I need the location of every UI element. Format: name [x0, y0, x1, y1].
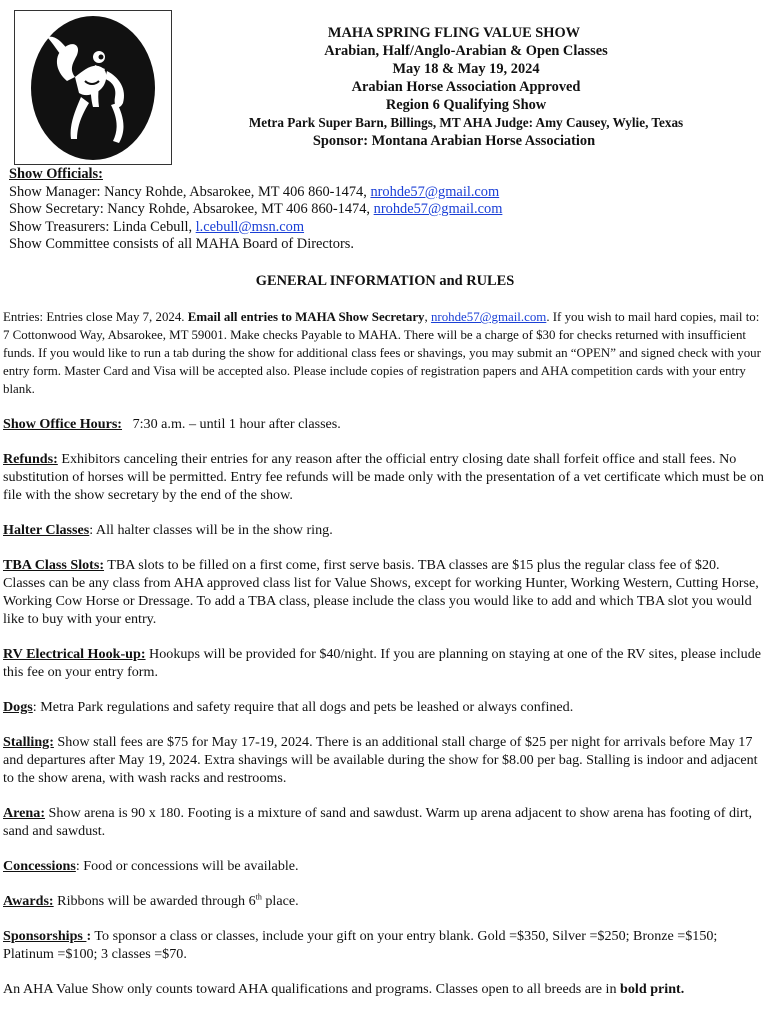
- show-approval: Arabian Horse Association Approved: [351, 79, 581, 95]
- final-text: An AHA Value Show only counts toward AHA qualifications and programs. Classes open to all breeds are in: [3, 981, 621, 997]
- sponsorships-paragraph: [3, 927, 765, 963]
- general-info-heading: GENERAL INFORMATION and RULES: [255, 273, 515, 289]
- show-sponsor: Sponsor: Montana Arabian Horse Association: [312, 133, 596, 149]
- entries-comma: ,: [424, 310, 431, 324]
- sponsorships-colon: :: [86, 928, 92, 944]
- show-logo: [14, 10, 172, 165]
- entries-bold: Email all entries to MAHA Show Secretary: [187, 310, 425, 324]
- stalling-paragraph: [3, 733, 765, 787]
- sponsorships-heading: Sponsorships: [3, 928, 87, 944]
- concessions-text: : Food or concessions will be available.: [75, 858, 299, 874]
- show-dates: May 18 & May 19, 2024: [392, 61, 540, 77]
- show-committee-line: Show Committee consists of all MAHA Board of Directors.: [9, 236, 354, 252]
- arena-text: Show arena is 90 x 180. Footing is a mixture of sand and sawdust. Warm up arena adjacent to show arena has footing of dirt, sand and sawdust.: [3, 805, 753, 839]
- refunds-text: Exhibitors canceling their entries for any reason after the official entry closing date shall forfeit office and stall fees. No substitution of horses will be permitted. Entry fee refunds will be made only with the presentation of a vet certificate which must be on file with the show secretary by the end of the show.: [3, 451, 764, 503]
- horse-rider-logo-icon: [15, 11, 171, 164]
- show-location-judge: Metra Park Super Barn, Billings, MT AHA Judge: Amy Causey, Wylie, Texas: [248, 115, 684, 130]
- refunds-paragraph: [3, 450, 765, 504]
- show-manager-line: [9, 184, 502, 202]
- final-paragraph: [3, 980, 765, 998]
- rv-heading: RV Electrical Hook-up:: [3, 646, 146, 662]
- office-hours-paragraph: [3, 415, 765, 433]
- show-classes: Arabian, Half/Anglo-Arabian & Open Classes: [324, 43, 608, 59]
- halter-paragraph: [3, 521, 765, 539]
- show-secretary-text: Show Secretary: Nancy Rohde, Absarokee, MT 406 860-1474,: [9, 201, 374, 217]
- entries-lead: Entries: Entries close May 7, 2024.: [3, 310, 188, 324]
- halter-heading: Halter Classes: [3, 522, 90, 538]
- concessions-paragraph: [3, 857, 765, 875]
- rv-text: Hookups will be provided for $40/night. If you are planning on staying at one of the RV sites, please include this fee on your entry form.: [3, 646, 762, 680]
- show-qualifying: Region 6 Qualifying Show: [385, 97, 547, 113]
- show-title: MAHA SPRING FLING VALUE SHOW: [327, 25, 581, 41]
- office-hours-text: 7:30 a.m. – until 1 hour after classes.: [122, 416, 341, 432]
- awards-heading: Awards:: [3, 893, 54, 909]
- refunds-heading: Refunds:: [3, 451, 58, 467]
- dogs-heading: Dogs: [3, 699, 33, 715]
- office-hours-heading: Show Office Hours:: [3, 416, 123, 432]
- officials-heading: Show Officials:: [9, 166, 103, 182]
- arena-heading: Arena:: [3, 805, 46, 821]
- show-treasurer-text: Show Treasurers: Linda Cebull,: [9, 218, 196, 235]
- dogs-text: : Metra Park regulations and safety require that all dogs and pets be leashed or always confined.: [32, 699, 574, 715]
- concessions-heading: Concessions: [3, 858, 76, 874]
- final-bold: bold print: [620, 981, 681, 997]
- entries-rest: . If you wish to mail hard copies, mail to: 7 Cottonwood Way, Absarokee, MT 59001. Make checks Payable to MAHA. There will be a charge of $30 for checks returned with insufficient funds. If you would like to run a tab during the show for additional class fees or shavings, you may submit an “OPEN” and signed check with your entry form. Master Card and Visa will be accepted also. Please include copies of registration papers and AHA competition cards with your entry blank.: [3, 310, 761, 396]
- rv-paragraph: [3, 645, 765, 681]
- awards-superscript: th: [255, 892, 262, 902]
- awards-tail: place.: [261, 893, 299, 909]
- show-treasurer-line: [9, 219, 502, 237]
- show-header: [170, 24, 762, 150]
- tba-text: TBA slots to be filled on a first come, first serve basis. TBA classes are $15 plus the regular class fee of $20. Classes can be any class from AHA approved class list for Value Shows, except for working Hunter, Working Western, Cutting Horse, Working Cow Horse or Dressage. To add a TBA class, please include the class you would like to add and which TBA slot you would like to buy with your entry.: [3, 557, 759, 627]
- awards-paragraph: [3, 892, 765, 910]
- show-officials: [9, 166, 502, 254]
- rules-content: [3, 308, 765, 1015]
- stalling-text: Show stall fees are $75 for May 17-19, 2024. There is an additional stall charge of $25 per night for arrivals before May 17 and departures after May 19, 2024. Extra shavings will be available during the show for $8.00 per bag. Stalling is indoor and adjacent to the show arena, with wash racks and restrooms.: [3, 734, 758, 786]
- final-end: .: [680, 981, 685, 997]
- dogs-paragraph: [3, 698, 765, 716]
- treasurer-email-link[interactable]: l.cebull@msn.com: [195, 218, 305, 235]
- sponsorships-text: To sponsor a class or classes, include your gift on your entry blank. Gold =$350, Silver =$250; Bronze =$150; Platinum =$100; 3 classes =$70.: [3, 928, 718, 962]
- stalling-heading: Stalling:: [3, 734, 54, 750]
- secretary-email-link[interactable]: nrohde57@gmail.com: [373, 201, 503, 217]
- entries-email-link[interactable]: nrohde57@gmail.com: [430, 310, 547, 324]
- manager-email-link[interactable]: nrohde57@gmail.com: [370, 183, 500, 200]
- show-secretary-line: [9, 201, 502, 219]
- tba-paragraph: [3, 556, 765, 628]
- awards-text: Ribbons will be awarded through 6: [53, 893, 256, 909]
- show-manager-text: Show Manager: Nancy Rohde, Absarokee, MT 406 860-1474,: [9, 183, 371, 200]
- halter-text: : All halter classes will be in the show ring.: [89, 522, 333, 538]
- tba-heading: TBA Class Slots:: [3, 557, 105, 573]
- entries-paragraph: [3, 308, 765, 398]
- arena-paragraph: [3, 804, 765, 840]
